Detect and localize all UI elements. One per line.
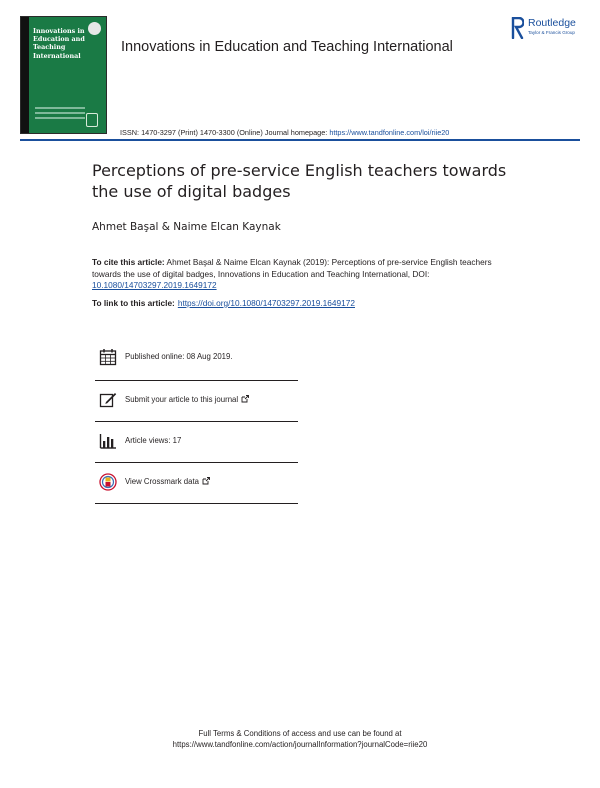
cover-decoration — [35, 104, 85, 119]
issn-line — [120, 128, 449, 137]
submit-article-link[interactable] — [125, 395, 249, 404]
publisher-logo[interactable] — [511, 16, 591, 46]
crossmark-link[interactable] — [125, 477, 210, 486]
submit-article-text: Submit your article to this journal — [125, 395, 239, 404]
link-to-article — [92, 298, 355, 308]
issn-text: ISSN: 1470-3297 (Print) 1470-3300 (Online) Journal homepage: — [120, 128, 330, 137]
cover-title: Innovations in Education and Teaching International — [33, 27, 85, 60]
crossmark-text: View Crossmark data — [125, 477, 199, 486]
published-online-text: Published online: 08 Aug 2019. — [125, 352, 233, 361]
citation-block — [92, 257, 512, 292]
journal-cover — [20, 16, 107, 134]
article-views-text[interactable]: Article views: 17 — [125, 436, 182, 445]
publisher-name: Routledge — [528, 17, 576, 29]
published-online-row — [95, 338, 298, 379]
article-title: Perceptions of pre-service English teachers towards the use of digital badges — [92, 161, 507, 201]
journal-homepage-link[interactable]: https://www.tandfonline.com/loi/riie20 — [329, 128, 450, 137]
external-link-icon — [241, 395, 249, 403]
crossmark-row[interactable] — [95, 463, 298, 504]
article-authors: Ahmet Başal & Naime Elcan Kaynak — [92, 221, 281, 233]
footer-journal-info-link[interactable]: https://www.tandfonline.com/action/journalInformation?journalCode=riie20 — [172, 740, 428, 749]
edit-icon — [99, 391, 117, 409]
cover-spine — [21, 17, 29, 133]
info-divider — [95, 503, 298, 504]
calendar-icon — [99, 348, 117, 366]
footer-terms-text: Full Terms & Conditions of access and use can be found at — [198, 729, 402, 738]
footer — [0, 728, 600, 750]
cite-text: Ahmet Başal & Naime Elcan Kaynak (2019): Perceptions of pre-service English teachers towards the use of digital badges, Innovations in Education and Teaching International, DOI: — [92, 257, 492, 279]
journal-name: Innovations in Education and Teaching International — [121, 39, 453, 55]
cite-label: To cite this article: — [92, 257, 165, 267]
submit-article-row[interactable] — [95, 381, 298, 422]
bar-chart-icon — [99, 432, 117, 450]
link-label: To link to this article: — [92, 298, 175, 308]
article-views-row[interactable] — [95, 422, 298, 463]
header-divider — [20, 139, 580, 141]
doi-link[interactable]: 10.1080/14703297.2019.1649172 — [92, 280, 217, 291]
cover-logo — [86, 113, 98, 127]
routledge-logo-icon — [511, 17, 524, 39]
article-url-link[interactable]: https://doi.org/10.1080/14703297.2019.1649172 — [177, 298, 355, 308]
crossmark-icon — [99, 473, 117, 491]
publisher-tagline: Taylor & Francis Group — [528, 30, 575, 35]
external-link-icon — [202, 477, 210, 485]
